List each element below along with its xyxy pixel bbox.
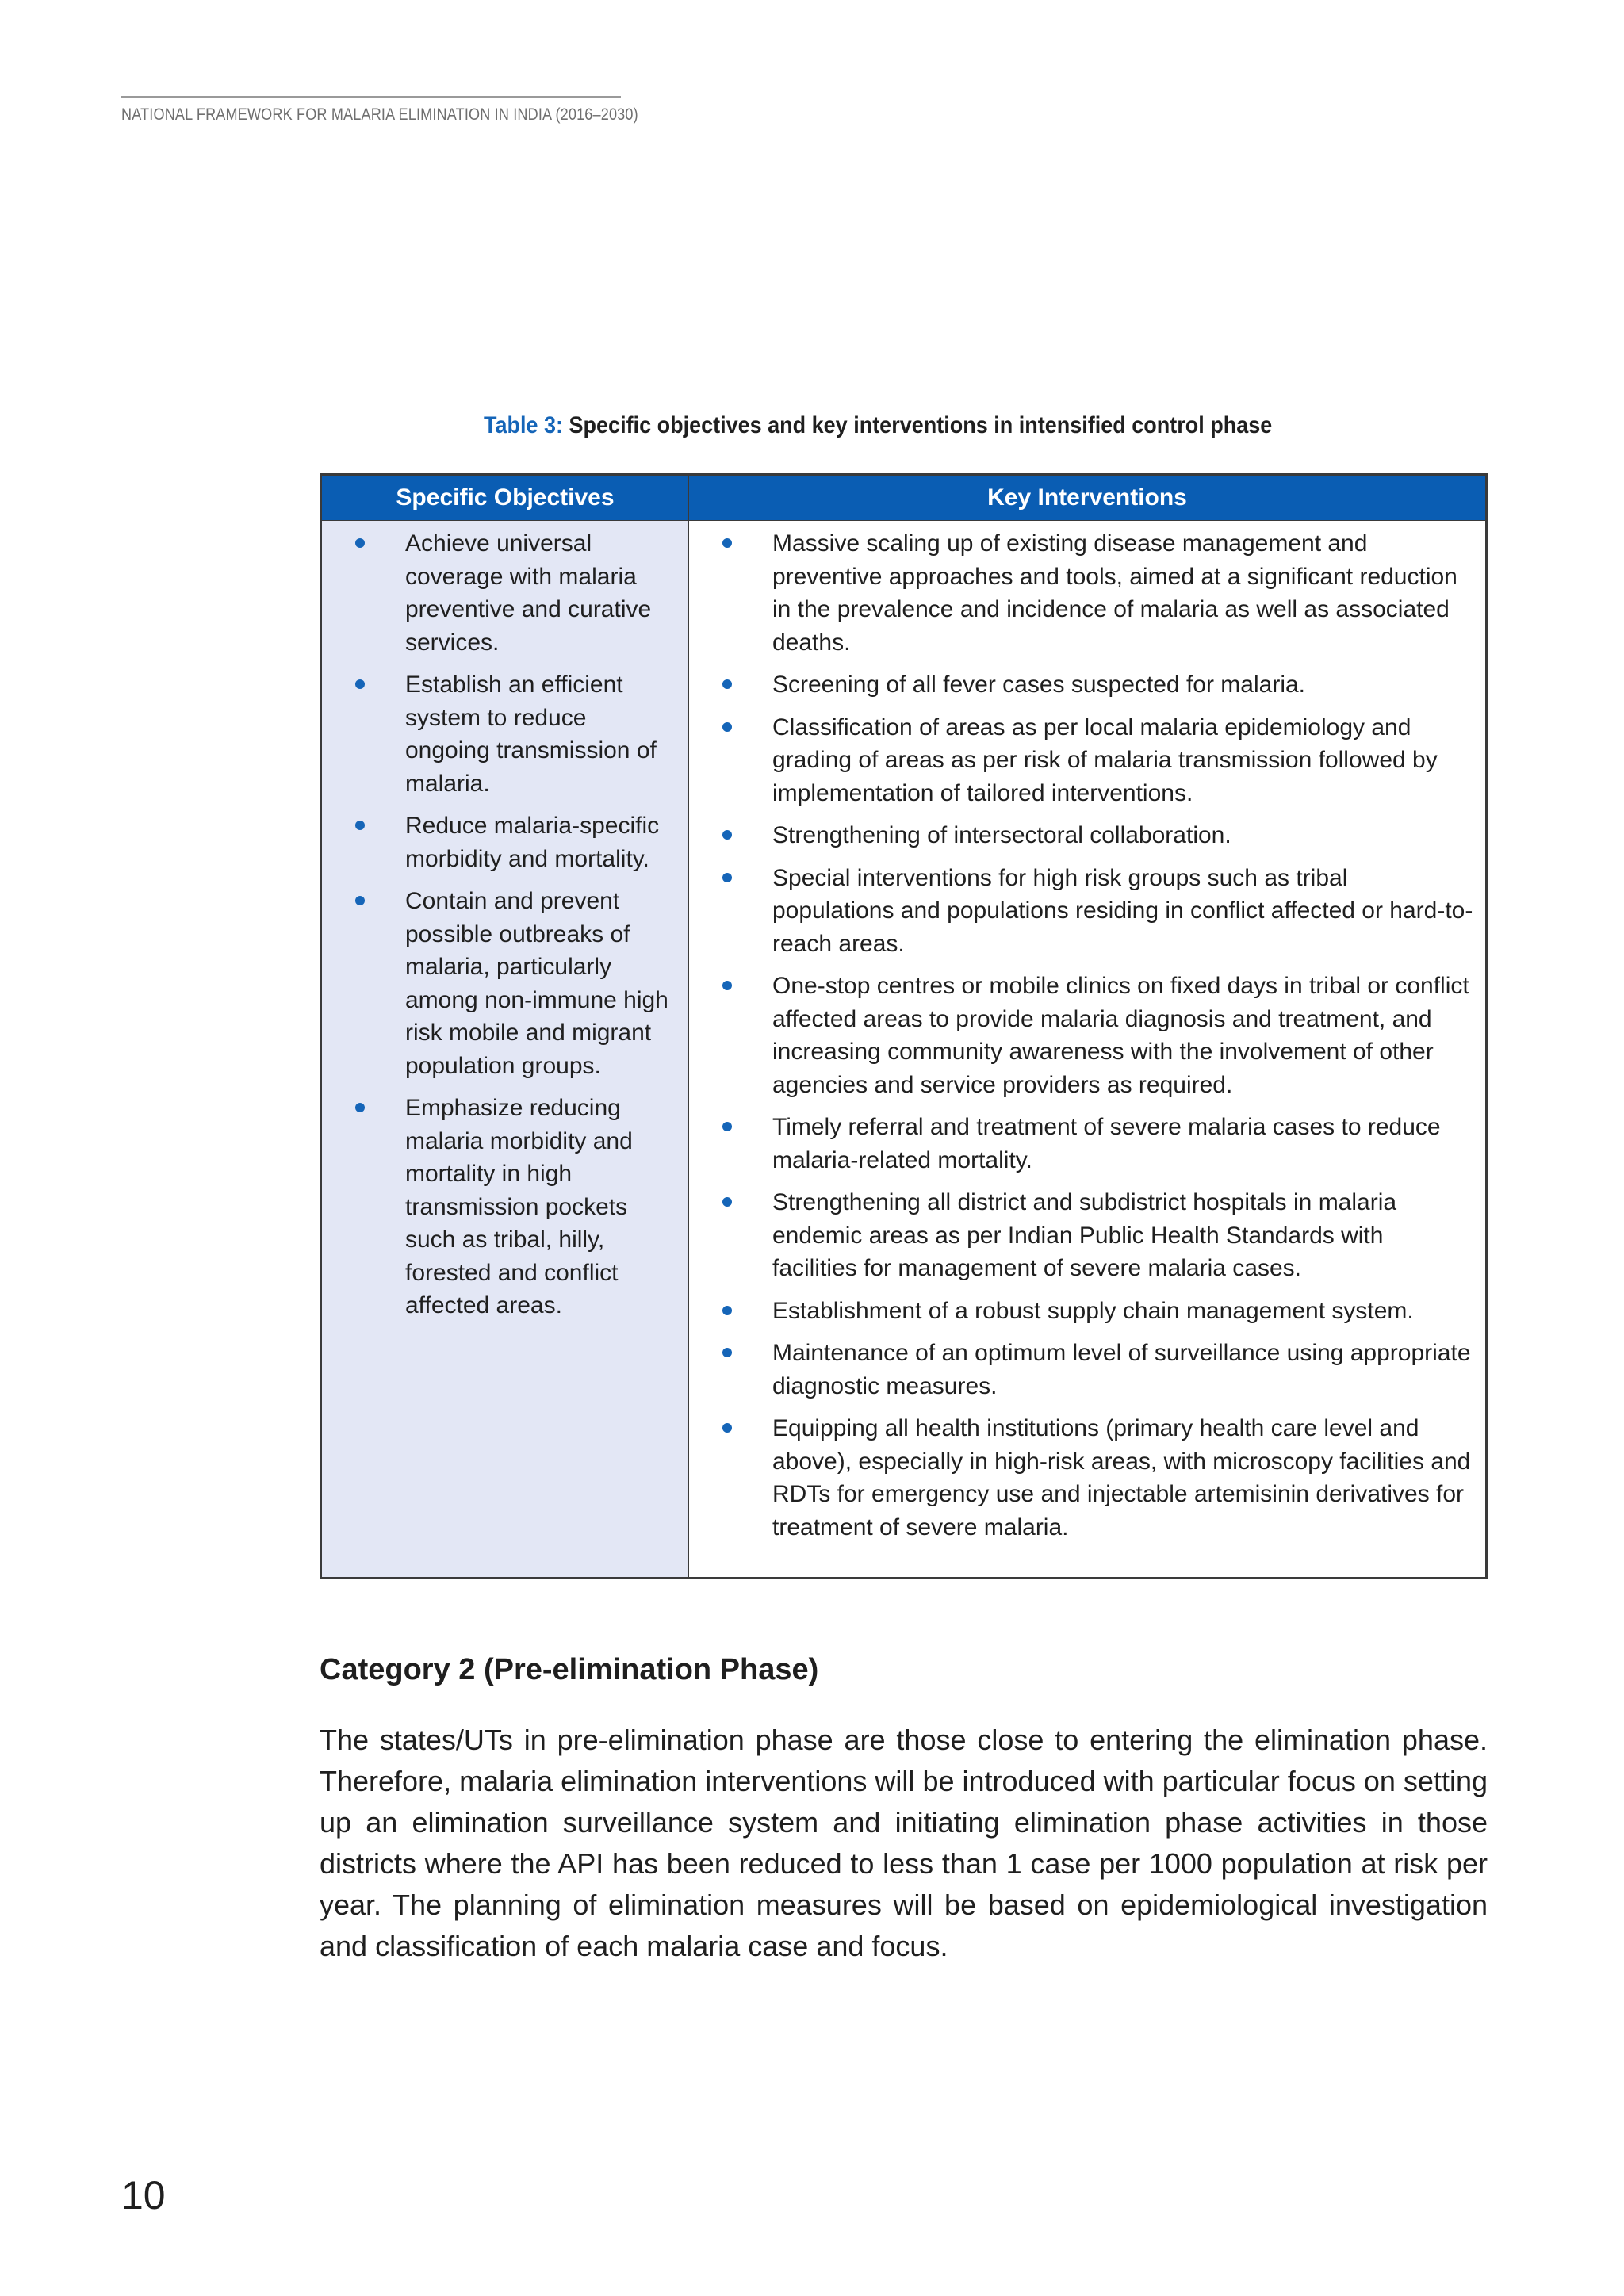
bullet-icon [722,1306,732,1315]
bullet-icon [355,821,365,830]
bullet-icon [722,1197,732,1207]
list-item [689,862,1474,961]
bullet-icon [722,538,732,548]
list-item [689,1412,1474,1544]
list-item-text: Strengthening all district and subdistrict hospitals in malaria endemic areas as per Indian Public Health Standards with facilities for management of severe malaria cases. [772,1189,1397,1281]
list-item-text: Emphasize reducing malaria morbidity and mortality in high transmission pockets such as tribal, hilly, forested and conflict affected areas. [405,1095,633,1318]
list-item-text: Screening of all fever cases suspected for malaria. [772,672,1305,698]
list-item [689,527,1474,659]
running-header: NATIONAL FRAMEWORK FOR MALARIA ELIMINATION IN INDIA (2016–2030) [121,105,638,124]
column-header-interventions: Key Interventions [689,476,1486,521]
list-item-text: Contain and prevent possible outbreaks of malaria, particularly among non-immune high risk mobile and migrant population groups. [405,888,668,1079]
bullet-icon [355,679,365,689]
header-rule [121,96,621,98]
body-paragraph: The states/UTs in pre-elimination phase are those close to entering the elimination phase. Therefore, malaria elimination interventions will be introduced with particular focus on setting up an elimination surveillance system and initiating elimination phase activities in those districts where the API has been reduced to less than 1 case per 1000 population at risk per year. The planning of elimination measures will be based on epidemiological investigation and classification of each malaria case and focus. [320,1724,1488,1962]
bullet-icon [722,830,732,840]
list-item-text: Massive scaling up of existing disease management and preventive approaches and tools, aimed at a significant reduction in the prevalence and incidence of malaria as well as associated deaths. [772,530,1457,656]
column-header-objectives: Specific Objectives [322,476,689,521]
list-item [322,885,677,1082]
bullet-icon [722,679,732,689]
list-item [689,1186,1474,1285]
list-item [689,668,1474,702]
bullet-icon [722,1423,732,1433]
bullet-icon [722,722,732,732]
list-item-text: Reduce malaria-specific morbidity and mortality. [405,813,660,872]
objectives-interventions-table [320,473,1488,1579]
list-item [689,711,1474,810]
list-item [689,1111,1474,1177]
interventions-cell [689,521,1486,1578]
list-item [689,819,1474,852]
list-item-text: Timely referral and treatment of severe malaria cases to reduce malaria-related mortality. [772,1114,1441,1173]
list-item-text: Classification of areas as per local malaria epidemiology and grading of areas as per risk of malaria transmission followed by implementation of tailored interventions. [772,714,1438,806]
table-caption [484,412,1272,439]
list-item [689,1337,1474,1402]
list-item-text: Achieve universal coverage with malaria preventive and curative services. [405,530,652,656]
table-caption-number: Table 3: [484,412,564,438]
list-item-text: Strengthening of intersectoral collaboration. [772,822,1231,848]
list-item-text: Maintenance of an optimum level of surveillance using appropriate diagnostic measures. [772,1340,1471,1399]
section-heading: Category 2 (Pre-elimination Phase) [320,1653,819,1686]
bullet-icon [355,896,365,905]
bullet-icon [722,1122,732,1131]
objectives-list [322,521,688,1322]
list-item-text: Special interventions for high risk groups such as tribal populations and populations residing in conflict affected or hard-to-reach areas. [772,864,1473,957]
bullet-icon [355,1103,365,1112]
list-item [322,809,677,875]
bullet-icon [722,981,732,990]
page-number: 10 [121,2173,166,2218]
list-item [322,1092,677,1322]
list-item-text: One-stop centres or mobile clinics on fixed days in tribal or conflict affected areas to provide malaria diagnosis and treatment, and increasing community awareness with the involvement of other agencies and service providers as required. [772,973,1469,1098]
list-item-text: Equipping all health institutions (primary health care level and above), especially in high-risk areas, with microscopy facilities and RDTs for emergency use and injectable artemisinin derivatives for treatment of severe malaria. [772,1415,1471,1540]
list-item-text: Establishment of a robust supply chain management system. [772,1297,1414,1324]
bullet-icon [355,538,365,548]
list-item [322,668,677,800]
objectives-cell [322,521,689,1578]
list-item [689,970,1474,1101]
table-caption-text: Specific objectives and key interventions in intensified control phase [569,412,1273,438]
interventions-list [689,521,1485,1544]
list-item [689,1295,1474,1328]
bullet-icon [722,873,732,882]
bullet-icon [722,1348,732,1357]
list-item [322,527,677,659]
list-item-text: Establish an efficient system to reduce ongoing transmission of malaria. [405,672,657,797]
